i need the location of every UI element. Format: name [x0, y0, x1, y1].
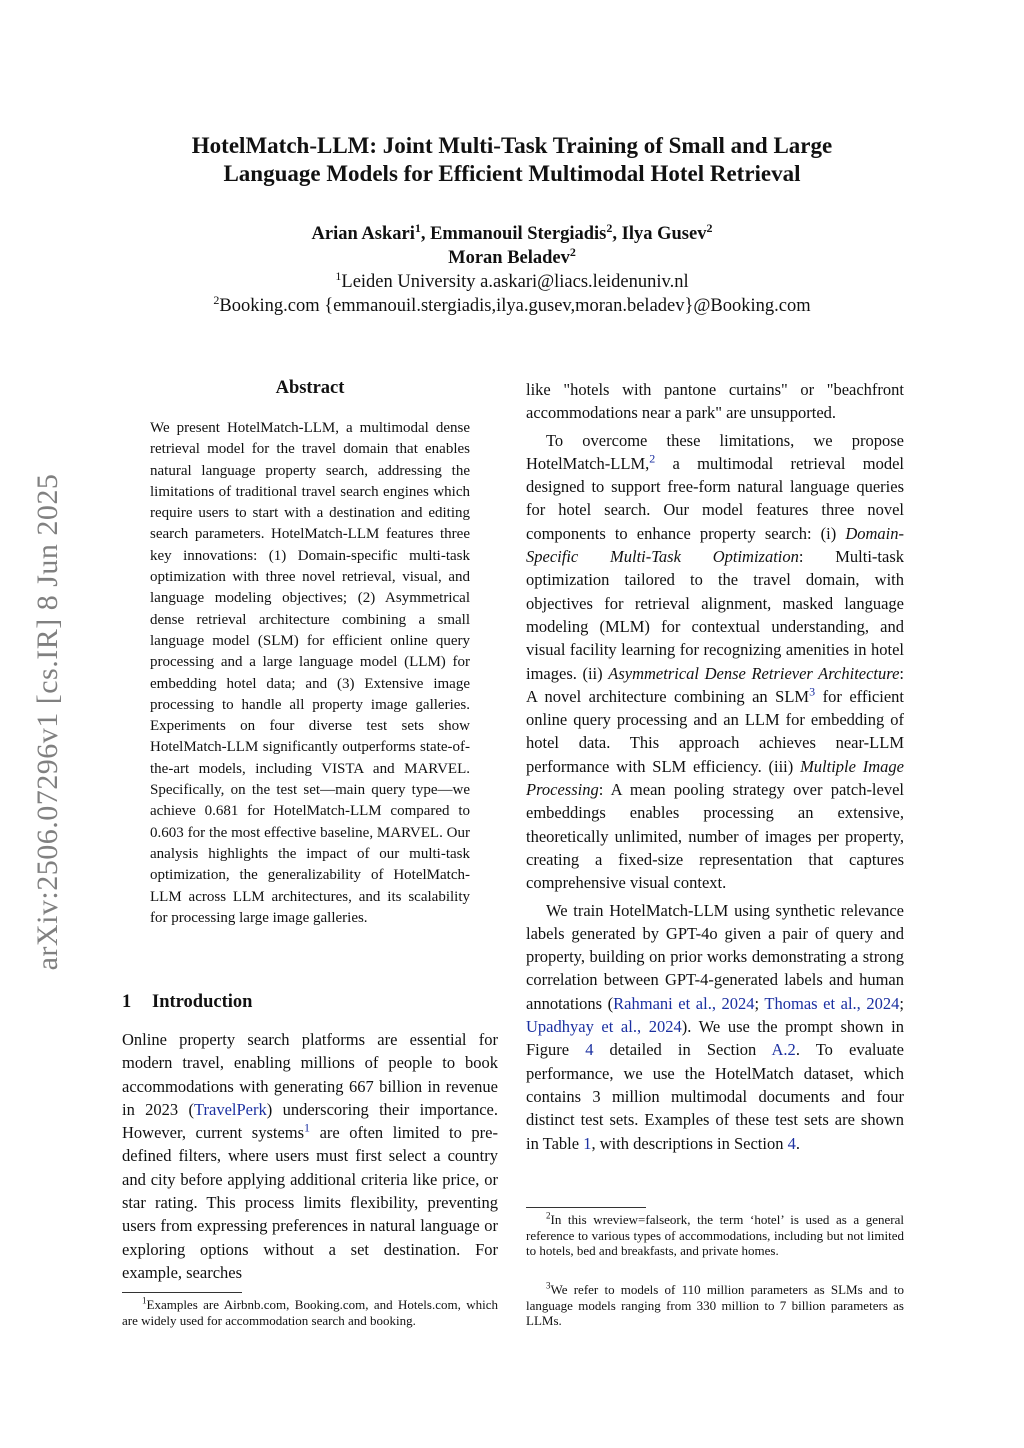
affiliation-text: Leiden University a.askari@liacs.leidenuniv.nl: [341, 272, 689, 292]
abstract-text: We present HotelMatch-LLM, a multimodal dense retrieval model for the travel domain that enables natural language property search, addressing the limitations of traditional travel search engines which require users to start with a destination and editing search parameters. HotelMatch-LLM features three key innovations: (1) Domain-specific multi-task optimization with three novel retrieval, visual, and language modeling objectives; (2) Asymmetrical dense retrieval architecture combining a small language model (SLM) for efficient online query processing and a large language model (LLM) for embedding hotel data; and (3) Extensive image processing to handle all property image galleries. Experiments on four diverse test sets show HotelMatch-LLM significantly outperforms state-of-the-art models, including VISTA and MARVEL. Specifically, on the test set—main query type—we achieve 0.681 for HotelMatch-LLM compared to 0.603 for the most effective baseline, MARVEL. Our analysis highlights the impact of our multi-task optimization, the generalizability of HotelMatch-LLM across LLM architectures, and its scalability for processing large image galleries.: [150, 420, 470, 926]
text-run: .: [795, 1133, 800, 1153]
text-run: To overcome these limitations, we propose HotelMatch-LLM,: [526, 430, 904, 473]
table-ref-link[interactable]: 1: [583, 1133, 592, 1153]
paragraph: [526, 429, 904, 895]
section-number: 1: [122, 992, 132, 1012]
affil-sup: 1: [335, 268, 342, 283]
section-title: Introduction: [152, 992, 253, 1012]
emphasis: Domain-Specific Multi-Task Optimization: [526, 523, 904, 567]
text-run: a multimodal retrieval model designed to support free-form natural language queries for hotel search. Our model features three novel components to enhance property search: (i): [526, 453, 904, 543]
footnote-mark: 3: [546, 1280, 551, 1291]
paragraph: [526, 899, 904, 1155]
text-run: are often limited to pre-defined filters, where users must first select a country and city before applying additional criteria like price, or star rating. This process limits flexibility, preventing users from expressing preferences in natural language or exploring options without a set destination. For example, searches: [122, 1123, 498, 1282]
author-separator: ,: [612, 224, 622, 244]
author-affil-sup: 2: [706, 220, 713, 235]
text-run: ;: [899, 993, 904, 1013]
text-run: : A mean pooling strategy over patch-level embeddings enables processing an extensive, theoretically unlimited, number of images per property, creating a fixed-size representation that captures comprehensive visual context.: [526, 780, 904, 893]
right-column-body: [526, 378, 904, 1155]
author-line-2: [0, 246, 1024, 270]
author-separator: ,: [420, 224, 431, 244]
text-run: : A novel architecture combining an SLM: [526, 663, 904, 706]
text-run: ) underscoring their importance. However, current systems: [122, 1099, 498, 1143]
text-run: : Multi-task optimization tailored to the travel domain, with objectives for retrieval alignment, masked language modeling (MLM) for contextual understanding, and visual facility learning for recognizing amenities in hotel images. (ii): [526, 547, 904, 683]
citation-link[interactable]: Rahmani et al., 2024: [613, 993, 755, 1013]
text-run: , with descriptions in Section: [591, 1133, 788, 1153]
footnote-text: We refer to models of 110 million parameters as SLMs and to language models ranging from 330 million to 7 billion parameters as LLMs.: [526, 1282, 904, 1328]
citation-link[interactable]: TravelPerk: [194, 1099, 267, 1119]
footnote-mark: 1: [142, 1295, 147, 1306]
footnote-3: [526, 1282, 904, 1329]
section-ref-link[interactable]: A.2: [771, 1040, 796, 1060]
arxiv-stamp: [28, 440, 68, 1010]
affiliation-2: [0, 294, 1024, 318]
paper-title: [0, 132, 1024, 188]
emphasis: Asymmetrical Dense Retriever Architecture: [608, 663, 900, 683]
text-run: for efficient online query processing and an LLM for embedding of hotel data. This approach achieves near-LLM performance with SLM efficiency. (iii): [526, 686, 904, 776]
text-run: . To evaluate performance, we use the HotelMatch dataset, which contains 3 million multimodal documents and four distinct test sets. Examples of these test sets are shown in Table: [526, 1040, 904, 1153]
footnote-rule: [526, 1207, 646, 1208]
title-line-2: Language Models for Efficient Multimodal Hotel Retrieval: [223, 161, 801, 186]
section-heading-introduction: [122, 992, 252, 1013]
footnote-ref[interactable]: 1: [304, 1120, 311, 1135]
author-block: [0, 222, 1024, 318]
text-run: We train HotelMatch-LLM using synthetic relevance labels generated by GPT-4o given a pair of query and property, building on prior works demonstrating a strong correlation between GPT-4-generated labels and human annotations (: [526, 900, 904, 1013]
section-ref-link[interactable]: 4: [787, 1133, 796, 1153]
footnote-text: Examples are Airbnb.com, Booking.com, and Hotels.com, which are widely used for accommodation search and booking.: [122, 1297, 498, 1328]
footnote-ref[interactable]: 2: [649, 451, 656, 466]
paragraph: like "hotels with pantone curtains" or "beachfront accommodations near a park" are unsupported.: [526, 380, 904, 423]
author-affil-sup: 2: [606, 220, 613, 235]
introduction-body: [122, 1028, 498, 1284]
footnote-2: [526, 1212, 904, 1259]
footnote-1: [122, 1297, 498, 1328]
affil-sup: 2: [213, 292, 220, 307]
citation-link[interactable]: Upadhyay et al., 2024: [526, 1017, 682, 1037]
author-name: Arian Askari: [311, 224, 415, 244]
emphasis: Multiple Image Processing: [526, 756, 904, 800]
author-line-1: [0, 222, 1024, 246]
text-run: ;: [754, 993, 765, 1013]
text-run: ). We use the prompt shown in Figure: [526, 1017, 904, 1060]
title-line-1: HotelMatch-LLM: Joint Multi-Task Training of Small and Large: [191, 133, 833, 158]
citation-link[interactable]: Thomas et al., 2024: [764, 993, 900, 1013]
author-name: Moran Beladev: [448, 248, 570, 268]
author-affil-sup: 1: [414, 220, 421, 235]
figure-ref-link[interactable]: 4: [585, 1040, 594, 1060]
affiliation-1: [0, 270, 1024, 294]
text-run: detailed in Section: [593, 1040, 772, 1060]
abstract-heading: Abstract: [275, 378, 345, 398]
footnote-ref[interactable]: 3: [809, 684, 816, 699]
arxiv-id: arXiv:2506.07296v1 [cs.IR] 8 Jun 2025: [31, 473, 64, 971]
footnote-rule: [122, 1292, 242, 1293]
footnote-text: In this wreview=falseork, the term ‘hotel’ is used as a general reference to various types of accommodations, including but not limited to hotels, bed and breakfasts, and private homes.: [526, 1212, 904, 1258]
affiliation-text: Booking.com {emmanouil.stergiadis,ilya.gusev,moran.beladev}@Booking.com: [219, 296, 811, 316]
author-affil-sup: 2: [569, 244, 576, 259]
footnote-mark: 2: [546, 1210, 551, 1221]
paragraph: [122, 1028, 498, 1284]
author-name: Ilya Gusev: [621, 224, 707, 244]
author-name: Emmanouil Stergiadis: [430, 224, 607, 244]
text-run: Online property search platforms are essential for modern travel, enabling millions of people to book accommodations with generating 667 billion in revenue in 2023 (: [122, 1030, 498, 1119]
